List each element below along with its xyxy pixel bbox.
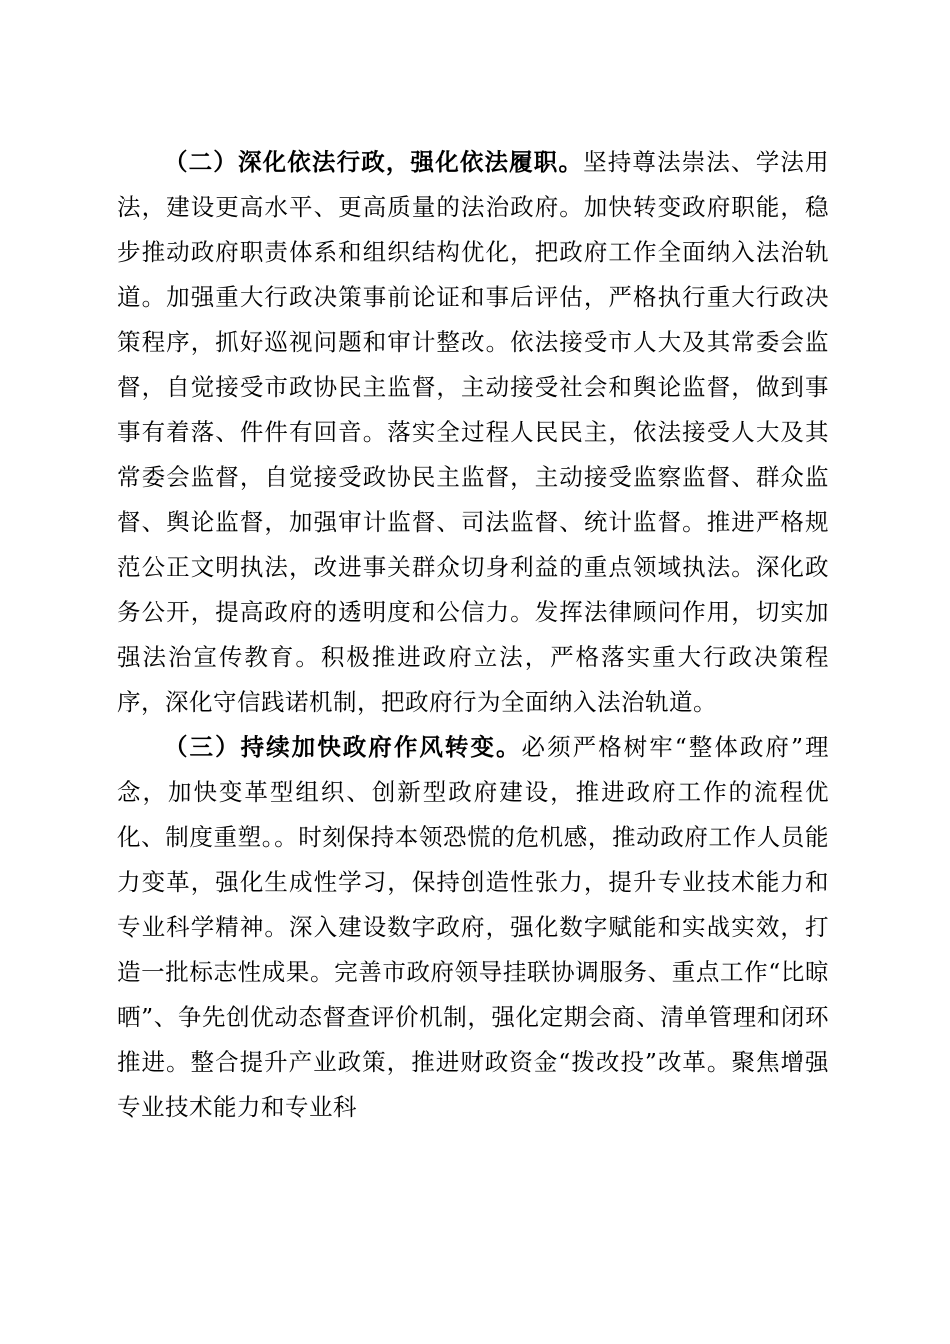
- paragraph-heading: （三）持续加快政府作风转变。: [164, 733, 522, 761]
- paragraph-body: 坚持尊法崇法、学法用法，建设更高水平、更高质量的法治政府。加快转变政府职能，稳步推动政府职责体系和组织结构优化，把政府工作全面纳入法治轨道。加强重大行政决策事前论证和事后评估，严格执行重大行政决策程序，抓好巡视问题和审计整改。依法接受市人大及其常委会监督，自觉接受市政协民主监督，主动接受社会和舆论监督，做到事事有着落、件件有回音。落实全过程人民民主，依法接受人大及其常委会监督，自觉接受政协民主监督，主动接受监察监督、群众监督、舆论监督，加强审计监督、司法监督、统计监督。推进严格规范公正文明执法，改进事关群众切身利益的重点领域执法。深化政务公开，提高政府的透明度和公信力。发挥法律顾问作用，切实加强法治宣传教育。积极推进政府立法，严格落实重大行政决策程序，深化守信践诺机制，把政府行为全面纳入法治轨道。: [117, 148, 830, 716]
- document-body: [117, 140, 829, 1130]
- paragraph-heading: （二）深化依法行政，强化依法履职。: [164, 148, 584, 176]
- paragraph-body: 必须严格树牢“整体政府”理念，加快变革型组织、创新型政府建设，推进政府工作的流程优化、制度重塑。。时刻保持本领恐慌的危机感，推动政府工作人员能力变革，强化生成性学习，保持创造性张力，提升专业技术能力和专业科学精神。深入建设数字政府，强化数字赋能和实战实效，打造一批标志性成果。完善市政府领导挂联协调服务、重点工作“比晾晒”、争先创优动态督查评价机制，强化定期会商、清单管理和闭环推进。整合提升产业政策，推进财政资金“拨改投”改革。聚焦增强专业技术能力和专业科: [117, 733, 830, 1121]
- paragraph-3: [117, 725, 829, 1130]
- paragraph-2: [117, 140, 829, 725]
